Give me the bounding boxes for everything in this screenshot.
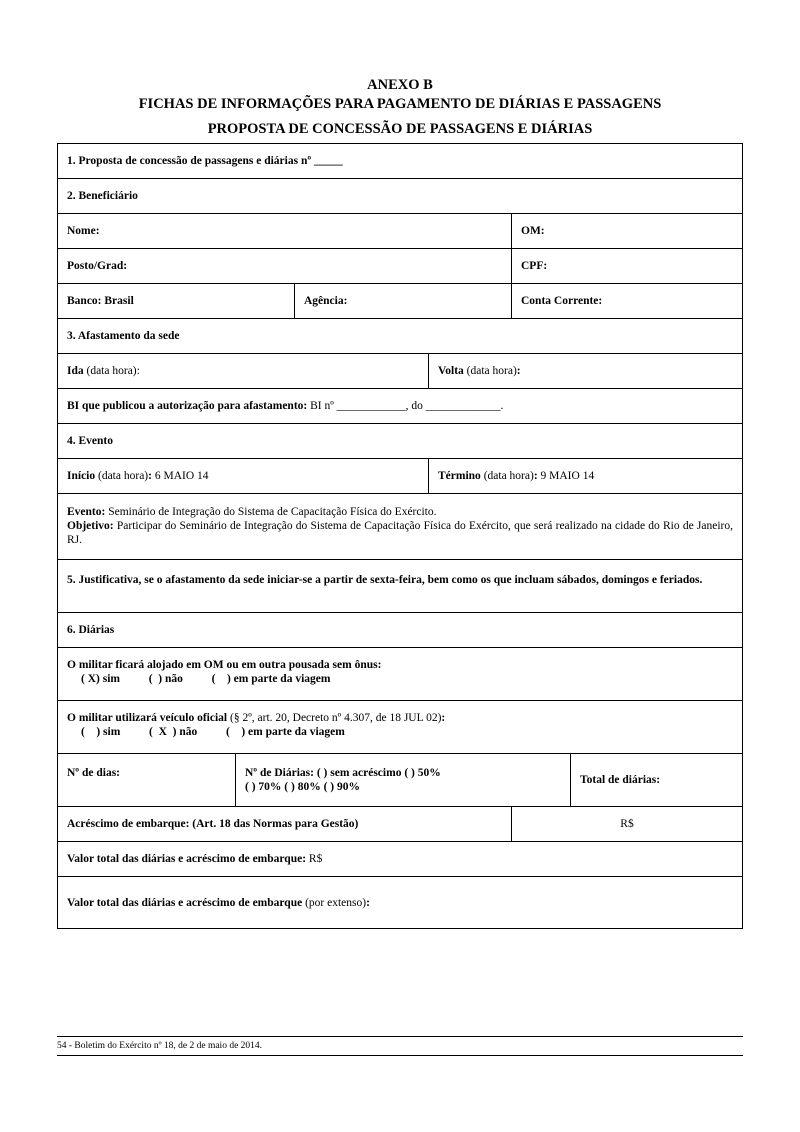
end-colon: :: [533, 470, 538, 482]
section-2-row: [58, 179, 742, 214]
departure-heading: 3. Afastamento da sede: [67, 330, 180, 342]
section-6-row: [58, 613, 742, 648]
total-per-diem-field[interactable]: Total de diárias:: [570, 754, 742, 806]
total-value-row: [58, 842, 742, 877]
vehicle-question-colon: :: [441, 712, 446, 724]
total-written-field[interactable]: [58, 877, 742, 928]
per-diem-heading: 6. Diárias: [67, 624, 115, 636]
bi-field[interactable]: [58, 389, 742, 423]
om-field[interactable]: OM:: [511, 214, 742, 248]
section-3-row: [58, 319, 742, 354]
event-description: [58, 494, 742, 559]
boarding-amount-field[interactable]: R$: [511, 807, 742, 841]
event-label: Evento:: [67, 506, 106, 518]
proposal-form: [57, 143, 743, 929]
annex-title: ANEXO B: [367, 77, 433, 93]
section-4-row: [58, 424, 742, 459]
lodging-question: [58, 648, 742, 700]
days-field[interactable]: Nº de dias:: [67, 767, 120, 779]
account-field[interactable]: Conta Corrente:: [511, 284, 742, 318]
form-title: FICHAS DE INFORMAÇÕES PARA PAGAMENTO DE DIÁRIAS E PASSAGENS: [138, 96, 662, 112]
lodging-options[interactable]: ( X) sim ( ) não ( ) em parte da viagem: [81, 673, 331, 685]
name-field[interactable]: Nome:: [67, 225, 100, 237]
start-hint: (data hora): [95, 470, 149, 482]
total-written-hint: (por extenso): [302, 896, 367, 909]
rank-field[interactable]: Posto/Grad:: [67, 260, 128, 272]
cpf-field[interactable]: CPF:: [511, 249, 742, 283]
section-1-row: [58, 144, 742, 179]
event-text: Seminário de Integração do Sistema de Capacitação Física do Exército.: [105, 506, 437, 518]
footer-top-rule: [57, 1036, 743, 1037]
section-5-row: [58, 560, 742, 613]
objective-label: Objetivo:: [67, 520, 114, 532]
total-value-field[interactable]: [58, 842, 742, 876]
per-diem-type-line-1: Nº de Diárias: ( ) sem acréscimo ( ) 50%: [245, 767, 441, 779]
proposal-number-label: 1. Proposta de concessão de passagens e diárias nº _____: [67, 155, 343, 167]
boarding-row: [58, 807, 742, 842]
trip-dates-row: [58, 354, 742, 389]
lodging-question-text: O militar ficará alojado em OM ou em outra pousada sem ônus:: [67, 659, 382, 671]
per-diem-type-line-2: ( ) 70% ( ) 80% ( ) 90%: [245, 781, 360, 793]
end-hint: (data hora): [480, 470, 534, 482]
objective-text: Participar do Seminário de Integração do Sistema de Capacitação Física do Exército, que será realizado na cidade do Rio de Janeiro, RJ.: [67, 520, 733, 546]
return-hint: (data hora): [463, 365, 517, 377]
total-value-currency: R$: [306, 853, 323, 865]
return-label: Volta: [438, 365, 464, 377]
bi-row: [58, 389, 742, 424]
bank-field[interactable]: Banco: Brasil: [67, 295, 134, 307]
total-written-row: [58, 877, 742, 928]
start-colon: :: [148, 470, 152, 482]
lodging-row: [58, 648, 742, 701]
boarding-label: Acréscimo de embarque: (Art. 18 das Normas para Gestão): [67, 818, 359, 830]
justification-heading: 5. Justificativa, se o afastamento da sede iniciar-se a partir de sexta-feira, bem como os que incluam sábados, domingos e feriados.: [67, 574, 703, 586]
footer-bottom-rule: [57, 1055, 743, 1056]
event-description-row: [58, 494, 742, 560]
vehicle-row: [58, 701, 742, 754]
event-dates-row: [58, 459, 742, 494]
vehicle-options[interactable]: ( ) sim ( X ) não ( ) em parte da viagem: [81, 726, 345, 738]
per-diem-type-field[interactable]: [235, 754, 570, 806]
footer-citation: 54 - Boletim do Exército nº 18, de 2 de maio de 2014.: [57, 1041, 263, 1051]
bi-label: BI que publicou a autorização para afastamento:: [67, 400, 308, 412]
total-written-colon: :: [366, 896, 370, 909]
return-field[interactable]: [428, 354, 742, 388]
beneficiary-heading: 2. Beneficiário: [67, 190, 138, 202]
total-value-label: Valor total das diárias e acréscimo de embarque:: [67, 853, 307, 865]
per-diem-count-row: [58, 754, 742, 807]
vehicle-question-reference: (§ 2º, art. 20, Decreto nº 4.307, de 18 JUL 02): [227, 712, 442, 724]
end-field[interactable]: [428, 459, 742, 493]
name-row: [58, 214, 742, 249]
event-heading: 4. Evento: [67, 435, 113, 447]
vehicle-question: [58, 701, 742, 753]
outbound-hint: (data hora):: [83, 365, 140, 377]
end-label: Término: [438, 470, 481, 482]
form-subtitle: PROPOSTA DE CONCESSÃO DE PASSAGENS E DIÁRIAS: [207, 121, 593, 137]
bi-value: BI nº ____________, do _____________.: [307, 400, 504, 412]
start-label: Início: [67, 470, 96, 482]
outbound-label: Ida: [67, 365, 84, 377]
agency-field[interactable]: Agência:: [294, 284, 511, 318]
start-value: 6 MAIO 14: [151, 470, 209, 482]
vehicle-question-text: O militar utilizará veículo oficial: [67, 712, 228, 724]
outbound-field[interactable]: [58, 354, 428, 388]
return-colon: :: [516, 365, 521, 377]
end-value: 9 MAIO 14: [537, 470, 595, 482]
total-written-label: Valor total das diárias e acréscimo de embarque: [67, 896, 303, 909]
rank-row: [58, 249, 742, 284]
start-field[interactable]: [58, 459, 428, 493]
bank-row: [58, 284, 742, 319]
